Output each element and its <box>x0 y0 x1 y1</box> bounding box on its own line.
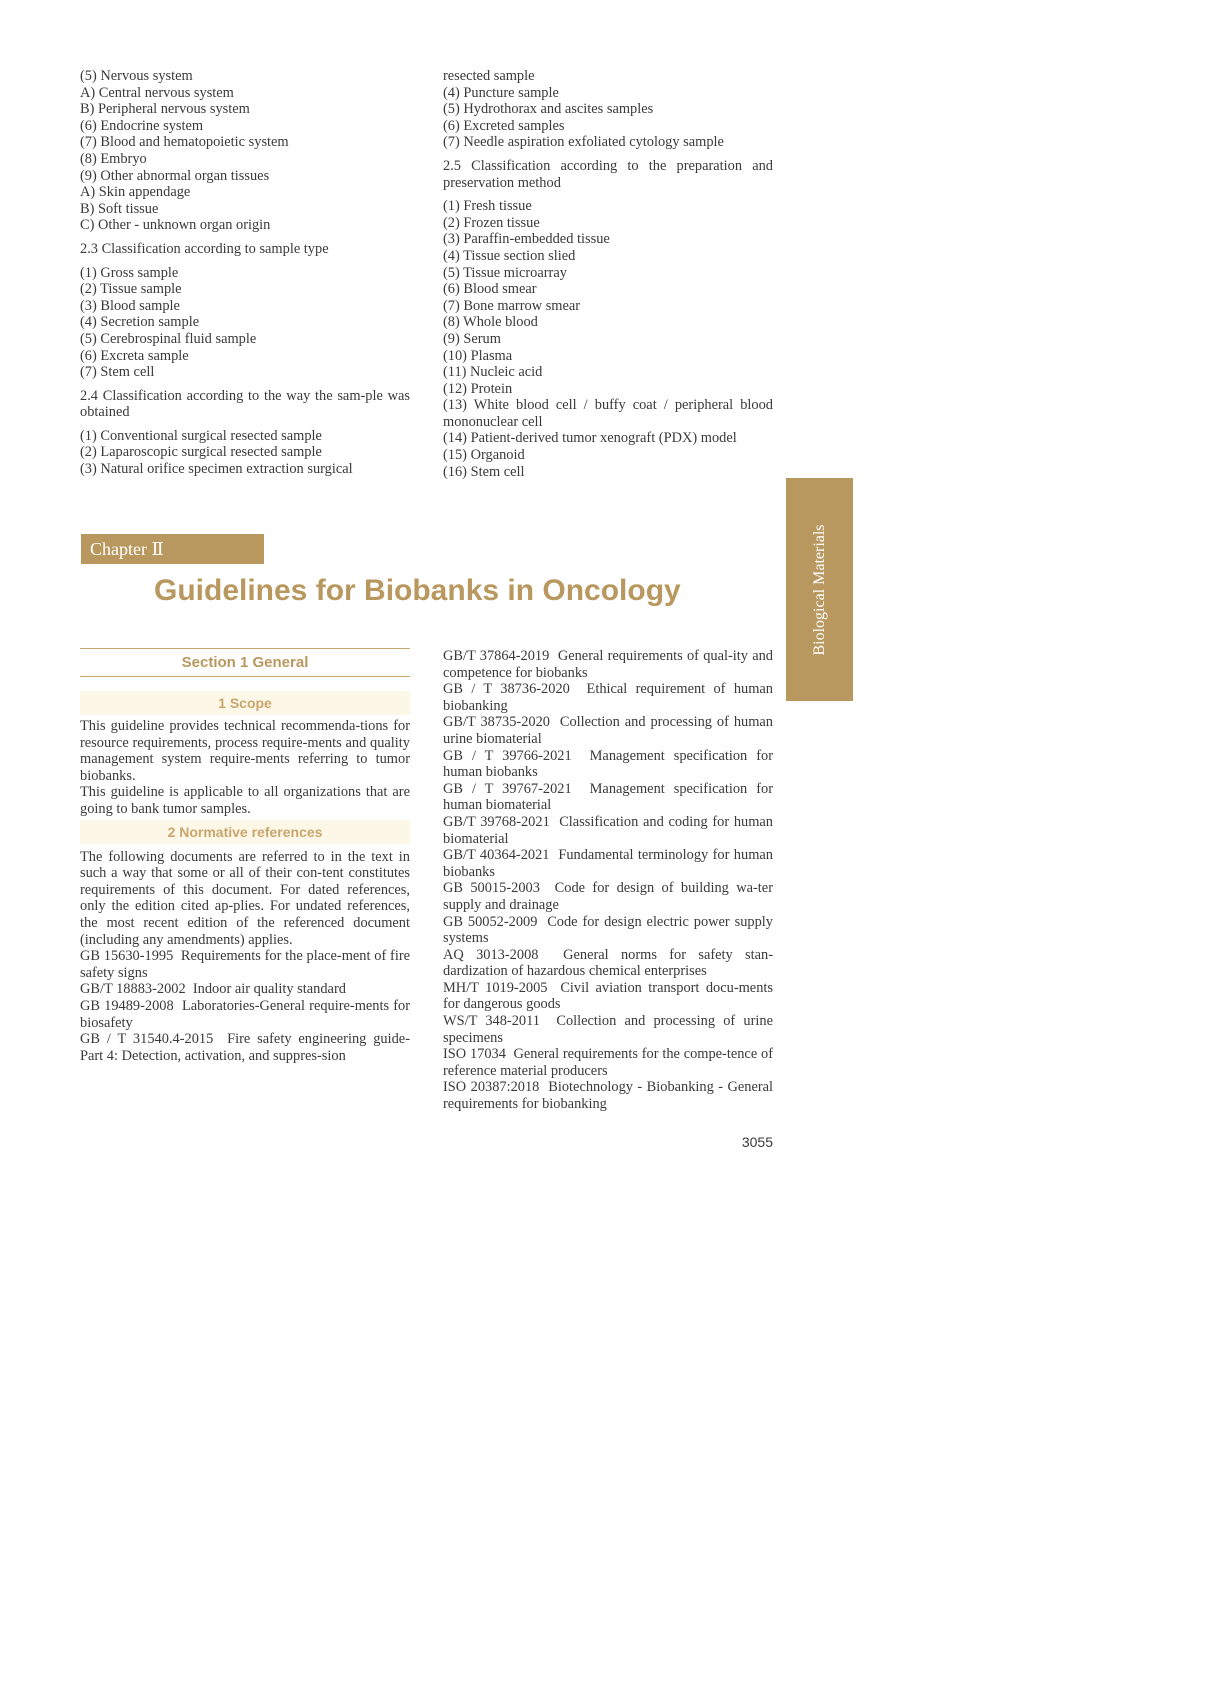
list-item: (9) Other abnormal organ tissues <box>80 167 270 184</box>
list-item: (13) White blood cell / buffy coat / peripheral blood mononuclear cell <box>443 397 773 430</box>
reference-item <box>80 998 410 1031</box>
reference-item <box>80 981 410 998</box>
reference-title: Requirements for the place-ment of fire safety signs <box>80 948 410 981</box>
reference-title: Biotechnology - Biobanking - General requirements for biobanking <box>443 1079 774 1113</box>
section-heading: Section 1 General <box>80 648 410 677</box>
list-item: (6) Excreted samples <box>443 117 565 134</box>
list-item: (3) Blood sample <box>80 297 180 314</box>
list-item: (7) Stem cell <box>80 364 155 381</box>
reference-title: Fire safety engineering guide- Part 4: Detection, activation, and suppres-sion <box>80 1031 410 1064</box>
reference-title: Collection and processing of human urine biomaterial <box>443 714 773 747</box>
reference-item <box>443 847 773 880</box>
list-item: (5) Hydrothorax and ascites samples <box>443 101 654 118</box>
reference-item <box>443 814 773 847</box>
list-item: (16) Stem cell <box>443 463 525 480</box>
reference-title: General requirements for the compe-tence of reference material producers <box>443 1046 773 1079</box>
references-heading: 2 Normative references <box>80 820 410 844</box>
list-item: (6) Blood smear <box>443 281 537 298</box>
list-item: (8) Whole blood <box>443 314 538 331</box>
list-item: C) Other - unknown organ origin <box>80 217 271 234</box>
preservation-list <box>443 198 773 480</box>
reference-item <box>80 948 410 981</box>
column-top-right <box>443 68 773 480</box>
reference-code: ISO 17034 <box>443 1046 506 1063</box>
side-tab-label: Biological Materials <box>810 523 828 656</box>
list-item: (5) Cerebrospinal fluid sample <box>80 330 257 347</box>
list-item: B) Peripheral nervous system <box>80 101 250 118</box>
scope-paragraph: This guideline provides technical recommenda-tions for resource requirements, process require-ments and quality management system require-ments referring to tumor biobanks. <box>80 718 410 784</box>
list-item: resected sample <box>443 68 535 84</box>
reference-item <box>443 748 773 781</box>
list-item: A) Skin appendage <box>80 184 191 201</box>
list-item: (11) Nucleic acid <box>443 364 543 381</box>
column-bottom-left <box>80 648 410 1064</box>
reference-title: Civil aviation transport docu-ments for dangerous goods <box>443 979 773 1013</box>
reference-code: GB / T 39767-2021 <box>443 780 572 797</box>
reference-code: WS/T 348-2011 <box>443 1013 540 1030</box>
chapter-label: Chapter Ⅱ <box>81 534 264 564</box>
list-item: (15) Organoid <box>443 447 525 464</box>
reference-code: GB 19489-2008 <box>80 997 174 1014</box>
list-item: (7) Blood and hematopoietic system <box>80 134 289 151</box>
reference-code: ISO 20387:2018 <box>443 1079 540 1096</box>
list-item: (6) Excreta sample <box>80 347 189 364</box>
reference-list-continued <box>443 648 773 1113</box>
reference-item <box>443 648 773 681</box>
reference-item <box>443 714 773 747</box>
reference-item <box>443 1079 773 1112</box>
scope-heading: 1 Scope <box>80 691 410 715</box>
page-number: 3055 <box>741 1134 773 1150</box>
list-item: (7) Needle aspiration exfoliated cytology sample <box>443 134 724 151</box>
reference-title: Indoor air quality standard <box>192 981 346 998</box>
reference-code: GB / T 38736-2020 <box>443 681 570 698</box>
list-item: (4) Secretion sample <box>80 314 200 331</box>
list-item: (12) Protein <box>443 380 513 397</box>
list-item: (3) Paraffin-embedded tissue <box>443 231 610 248</box>
reference-item <box>443 781 773 814</box>
list-item: (7) Bone marrow smear <box>443 297 581 314</box>
reference-code: GB/T 38735-2020 <box>443 714 550 731</box>
reference-code: GB / T 39766-2021 <box>443 747 572 764</box>
column-bottom-right <box>443 648 773 1113</box>
reference-code: GB/T 37864-2019 <box>443 648 550 664</box>
list-item: (1) Conventional surgical resected sample <box>80 427 322 444</box>
reference-title: General requirements of qual-ity and competence for biobanks <box>443 648 774 681</box>
list-item: B) Soft tissue <box>80 200 159 217</box>
reference-item <box>443 681 773 714</box>
list-item: (2) Frozen tissue <box>443 214 540 231</box>
reference-title: Code for design of building wa-ter supply and drainage <box>443 880 773 913</box>
reference-code: GB 50015-2003 <box>443 880 540 897</box>
list-item: A) Central nervous system <box>80 84 234 101</box>
reference-list <box>80 948 410 1064</box>
organ-list <box>80 68 410 234</box>
reference-item <box>443 1013 773 1046</box>
list-item: (10) Plasma <box>443 347 513 364</box>
reference-item <box>443 914 773 947</box>
reference-code: GB / T 31540.4-2015 <box>80 1031 214 1048</box>
reference-title: Fundamental terminology for human biobanks <box>443 847 773 880</box>
sample-origin-list-continued <box>443 68 773 151</box>
reference-item <box>443 1046 773 1079</box>
list-item: (4) Puncture sample <box>443 84 559 101</box>
reference-code: GB/T 39768-2021 <box>443 813 550 830</box>
sample-origin-list <box>80 428 410 478</box>
list-item: (5) Tissue microarray <box>443 264 567 281</box>
list-item: (5) Nervous system <box>80 68 193 84</box>
list-item: (3) Natural orifice specimen extraction surgical <box>80 461 353 478</box>
reference-title: Code for design electric power supply systems <box>443 913 773 947</box>
heading-2-5: 2.5 Classification according to the preparation and preservation method <box>443 157 773 191</box>
list-item: (9) Serum <box>443 330 501 347</box>
reference-title: General norms for safety stan-dardization of hazardous chemical enterprises <box>443 946 773 980</box>
list-item: (6) Endocrine system <box>80 117 204 134</box>
reference-item <box>443 947 773 980</box>
list-item: (1) Gross sample <box>80 264 179 281</box>
chapter-title: Guidelines for Biobanks in Oncology <box>154 574 681 607</box>
heading-2-3: 2.3 Classification according to sample type <box>80 240 329 257</box>
reference-item <box>80 1031 410 1064</box>
reference-code: GB/T 40364-2021 <box>443 847 550 864</box>
scope-paragraph: This guideline is applicable to all organizations that are going to bank tumor samples. <box>80 784 410 817</box>
reference-code: GB/T 18883-2002 <box>80 981 186 998</box>
reference-title: Collection and processing of urine specimens <box>443 1013 773 1046</box>
reference-item <box>443 980 773 1013</box>
side-tab <box>786 478 853 701</box>
list-item: (2) Laparoscopic surgical resected sample <box>80 444 322 461</box>
reference-code: GB 50052-2009 <box>443 913 538 930</box>
reference-code: MH/T 1019-2005 <box>443 979 548 996</box>
list-item: (14) Patient-derived tumor xenograft (PDX) model <box>443 430 737 447</box>
references-intro: The following documents are referred to in the text in such a way that some or all of their con-tent constitutes requirements of this document. For dated references, only the edition cited ap-plies. For undated references, the most recent edition of the referenced document (including any amendments) applies. <box>80 848 410 948</box>
reference-title: Management specification for human biomaterial <box>443 780 773 814</box>
reference-code: AQ 3013-2008 <box>443 946 539 963</box>
reference-code: GB 15630-1995 <box>80 948 174 965</box>
heading-2-4: 2.4 Classification according to the way the sam-ple was obtained <box>80 387 410 421</box>
reference-title: Laboratories-General require-ments for biosafety <box>80 997 410 1031</box>
list-item: (8) Embryo <box>80 150 147 167</box>
reference-title: Ethical requirement of human biobanking <box>443 681 773 714</box>
column-top-left <box>80 68 410 478</box>
reference-title: Management specification for human biobanks <box>443 747 773 781</box>
list-item: (1) Fresh tissue <box>443 198 532 215</box>
list-item: (2) Tissue sample <box>80 281 182 298</box>
reference-item <box>443 880 773 913</box>
list-item: (4) Tissue section slied <box>443 247 576 264</box>
sample-type-list <box>80 265 410 381</box>
reference-title: Classification and coding for human biomaterial <box>443 813 774 847</box>
